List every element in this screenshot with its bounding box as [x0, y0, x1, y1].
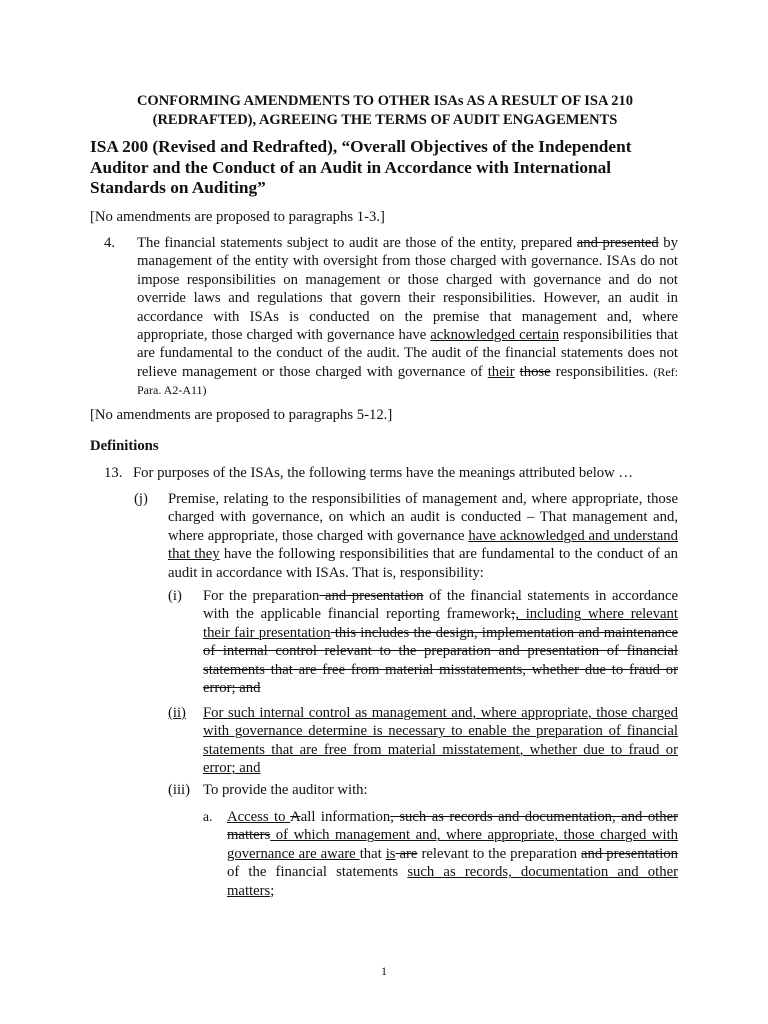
item-ii: [203, 704, 678, 778]
p4-text-1: The financial statements subject to audit are those of the entity, prepared: [137, 235, 577, 251]
paragraph-4: [137, 234, 678, 400]
page-number: 1: [381, 964, 387, 978]
a-insertion-1: Access to: [227, 809, 291, 825]
i-deletion-1: and presentation: [319, 588, 424, 604]
item-i-number: (i): [168, 588, 182, 604]
note-paragraphs-5-12: [No amendments are proposed to paragraphs 5-12.]: [90, 407, 393, 423]
p4-text-3: responsibilities that are fundamental to the conduct of the audit. The audit of the financial statements does not relieve management or those charged with governance of: [137, 327, 678, 380]
paragraph-13: For purposes of the ISAs, the following terms have the meanings attributed below …: [133, 465, 634, 481]
item-a: [227, 808, 678, 900]
ii-insertion: For such internal control as management and, where appropriate, those charged with governance determine is necessary to enable the preparation of financial statements that are free from material misstatement, whether due to fraud or error; and: [203, 705, 678, 777]
paragraph-13-number: 13.: [104, 465, 123, 481]
p4-insertion-1: acknowledged certain: [430, 327, 560, 344]
heading-line-2: (REDRAFTED), AGREEING THE TERMS OF AUDIT ENGAGEMENTS: [152, 112, 618, 128]
p4-deletion-2: those: [519, 363, 551, 380]
i-deletion-2: ;: [511, 606, 516, 623]
a-insertion-4: such as records, documentation and other matters: [227, 864, 678, 899]
isa-200-title: ISA 200 (Revised and Redrafted), “Overall Objectives of the Independent Auditor and the Conduct of an Audit in Accordance with International Standards on Auditing”: [90, 137, 632, 197]
j-text-1: Premise, relating to the responsibilities of management and, where appropriate, those charged with governance, on which an audit is conducted – That management and, where appropriate, those charged with governance: [168, 491, 678, 544]
a-insertion-3: is: [385, 845, 396, 862]
item-i: [203, 587, 678, 697]
j-text-2: have the following responsibilities that are fundamental to the conduct of an audit in accordance with ISAs. That is, responsibility:: [168, 546, 678, 581]
definitions-heading: Definitions: [90, 438, 159, 454]
j-insertion: have acknowledged and understand that they: [168, 527, 678, 563]
p4-reference: (Ref: Para. A2-A11): [137, 364, 678, 398]
p4-insertion-2: their: [487, 363, 515, 380]
i-text-1: For the preparation: [203, 588, 320, 604]
item-j: [168, 490, 678, 582]
a-insertion-2: of which management and, where appropriate, those charged with governance are aware: [227, 827, 678, 862]
heading-line-1: CONFORMING AMENDMENTS TO OTHER ISAs AS A RESULT OF ISA 210: [136, 93, 634, 109]
item-ii-number: (ii): [168, 705, 186, 721]
a-deletion-2: , such as records and documentation, and other matters: [227, 809, 678, 844]
a-text-3: relevant to the preparation: [417, 845, 582, 862]
i-text-2: of the financial statements in accordance with the applicable financial reporting framework: [203, 588, 678, 623]
a-deletion-4: and presentation: [581, 845, 679, 862]
a-deletion-3: are: [395, 845, 418, 862]
note-paragraphs-1-3: [No amendments are proposed to paragraphs 1-3.]: [90, 209, 385, 225]
item-j-number: (j): [134, 491, 148, 507]
i-deletion-3: this includes the design, implementation and maintenance of internal control relevant to the preparation and presentation of financial statements that are free from material misstatements, whether due to fraud or error; and: [203, 624, 679, 697]
a-text-1: all information: [300, 809, 391, 825]
item-iii: To provide the auditor with:: [203, 782, 368, 798]
p4-deletion-1: and presented: [576, 235, 659, 251]
a-text-4: of the financial statements: [227, 864, 408, 881]
a-deletion-1: A: [290, 809, 301, 825]
item-a-number: a.: [203, 809, 213, 824]
item-iii-number: (iii): [168, 782, 191, 798]
p4-text-2: by management of the entity with oversight from those charged with governance. ISAs do not impose responsibilities on management or those charged with governance and do not override laws and regulations that govern their responsibilities. However, an audit in accordance with ISAs is conducted on the premise that management and, where appropriate, those charged with governance have: [137, 235, 678, 344]
a-text-5: ;: [270, 882, 275, 899]
i-insertion: , including where relevant their fair presentation: [203, 606, 678, 641]
a-text-2: that: [359, 845, 386, 862]
p4-text-4: responsibilities.: [550, 363, 649, 380]
paragraph-4-number: 4.: [104, 235, 116, 251]
document-heading: [90, 92, 680, 130]
